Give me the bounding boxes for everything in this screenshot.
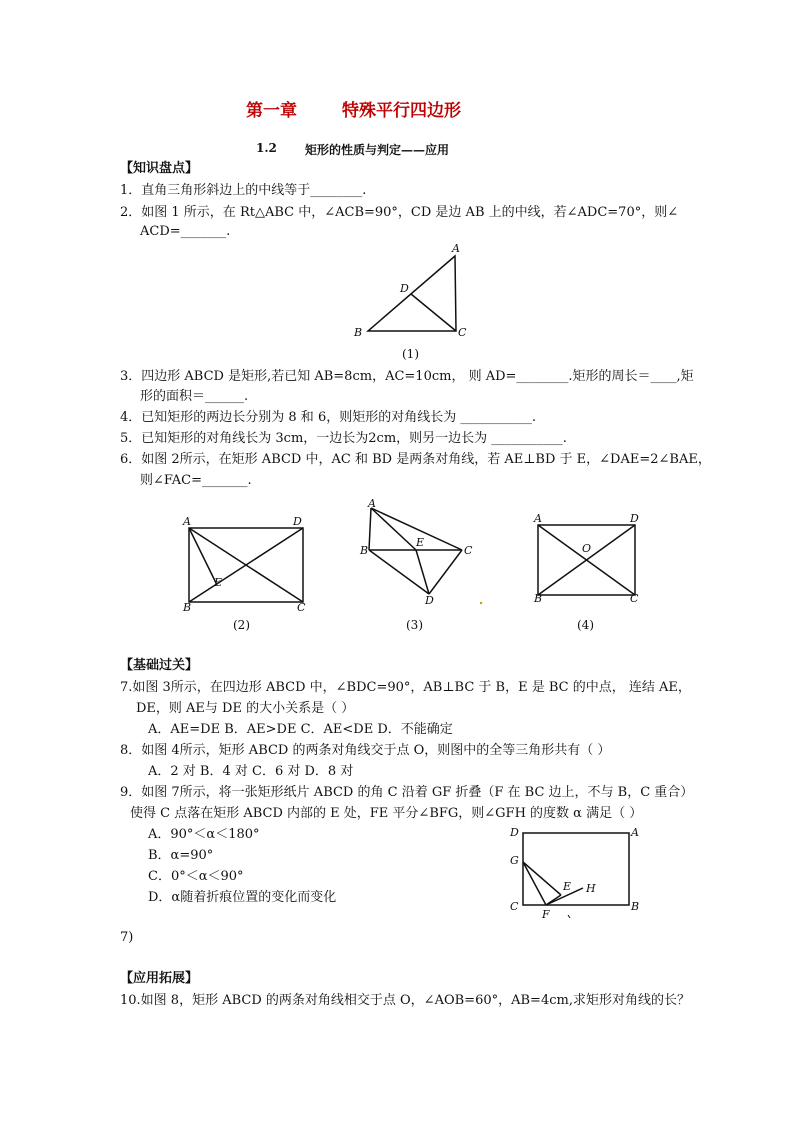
figure-7-label: 7) — [120, 930, 134, 945]
question-9-option-b: B．α=90° — [148, 848, 214, 863]
figure-7 — [506, 820, 646, 932]
figure-4-caption: (4) — [577, 618, 594, 632]
question-2-line-2: ACD=_______. — [140, 224, 231, 239]
fig1-label-a: A — [452, 242, 460, 255]
stray-dot — [478, 600, 484, 606]
fig4-label-b: B — [534, 592, 543, 604]
question-9-line-1: 9．如图 7所示，将一张矩形纸片 ABCD 的角 C 沿着 GF 折叠（F 在 BC 边上，不与 B，C 重合） — [120, 785, 694, 800]
question-7-line-1: 7.如图 3所示，在四边形 ABCD 中，∠BDC=90°，AB⊥BC 于 B，E 是 BC 的中点， 连结 AE， — [120, 680, 691, 695]
fig2-label-a: A — [183, 515, 191, 528]
question-4: 4．已知矩形的两边长分别为 8 和 6，则矩形的对角线长为 ___________. — [120, 410, 536, 425]
figure-2 — [178, 512, 314, 612]
question-1: 1．直角三角形斜边上的中线等于________. — [120, 183, 367, 198]
fig4-label-a: A — [534, 512, 542, 525]
question-9-line-2: 使得 C 点落在矩形 ABCD 内部的 E 处，FE 平分∠BFG，则∠GFH 的度数 α 满足（ ） — [130, 806, 643, 821]
fig2-label-c: C — [297, 601, 306, 612]
fig7-label-c: C — [510, 900, 519, 913]
fig7-label-d: D — [510, 826, 519, 839]
chapter-number: 第一章 — [246, 101, 297, 121]
question-3-line-1: 3．四边形 ABCD 是矩形,若已知 AB=8cm，AC=10cm， 则 AD=________.矩形的周长＝____,矩 — [120, 369, 694, 384]
question-7-line-2: DE，则 AE与 DE 的大小关系是（ ） — [136, 701, 355, 716]
fig3-label-a: A — [368, 497, 376, 510]
question-5: 5．已知矩形的对角线长为 3cm，一边长为2cm，则另一边长为 ___________. — [120, 431, 567, 446]
fig1-label-c: C — [458, 326, 467, 339]
question-9-option-a: A．90°＜α＜180° — [148, 827, 260, 842]
question-2-line-1: 2．如图 1 所示，在 Rt△ABC 中，∠ACB=90°，CD 是边 AB 上的中线，若∠ADC=70°，则∠ — [120, 205, 679, 220]
fig7-label-e: E — [563, 880, 572, 893]
fig2-label-d: D — [293, 515, 302, 528]
fig7-label-h: H — [586, 882, 596, 895]
section-title: 矩形的性质与判定——应用 — [305, 143, 450, 157]
figure-4 — [530, 512, 644, 604]
chapter-title: 特殊平行四边形 — [342, 101, 461, 121]
fig3-label-d: D — [425, 594, 434, 607]
fig3-label-b: B — [360, 544, 369, 557]
fig4-label-d: D — [630, 512, 639, 525]
question-6-line-2: 则∠FAC=_______. — [140, 473, 252, 488]
question-6-line-1: 6．如图 2所示，在矩形 ABCD 中，AC 和 BD 是两条对角线，若 AE⊥BD 于 E，∠DAE=2∠BAE， — [120, 452, 711, 467]
question-7-options: A．AE=DE B．AE>DE C．AE<DE D．不能确定 — [148, 722, 453, 737]
question-8-options: A．2 对 B．4 对 C．6 对 D．8 对 — [148, 764, 354, 779]
fig4-label-o: O — [582, 542, 592, 555]
fig3-label-c: C — [464, 544, 473, 557]
fig7-label-g: G — [510, 854, 519, 867]
fig7-label-a: A — [631, 826, 639, 839]
question-9-option-c: C．0°＜α＜90° — [148, 869, 244, 884]
figure-3 — [358, 496, 478, 608]
figure-1 — [350, 240, 480, 340]
section-heading-extension: 【应用拓展】 — [120, 971, 199, 986]
section-heading-knowledge: 【知识盘点】 — [120, 161, 199, 176]
fig4-label-c: C — [630, 592, 639, 604]
section-number: 1.2 — [256, 141, 277, 155]
question-3-line-2: 形的面积＝______. — [140, 389, 249, 404]
fig2-label-e: E — [214, 576, 223, 589]
fig7-label-f: F — [542, 908, 550, 921]
figure-1-caption: (1) — [402, 347, 419, 361]
fig3-label-e: E — [416, 536, 425, 549]
question-9-option-d: D．α随着折痕位置的变化而变化 — [148, 890, 337, 905]
question-8: 8．如图 4所示，矩形 ABCD 的两条对角线交于点 O，则图中的全等三角形共有（ ） — [120, 743, 611, 758]
section-heading-basic: 【基础过关】 — [120, 658, 199, 673]
figure-2-caption: (2) — [233, 618, 250, 632]
fig2-label-b: B — [183, 601, 192, 612]
fig1-label-b: B — [354, 326, 363, 339]
question-10: 10.如图 8，矩形 ABCD 的两条对角线相交于点 O，∠AOB=60°，AB=4cm,求矩形对角线的长？ — [120, 993, 690, 1008]
figure-3-caption: (3) — [406, 618, 423, 632]
fig1-label-d: D — [400, 282, 409, 295]
fig7-label-b: B — [631, 900, 640, 913]
